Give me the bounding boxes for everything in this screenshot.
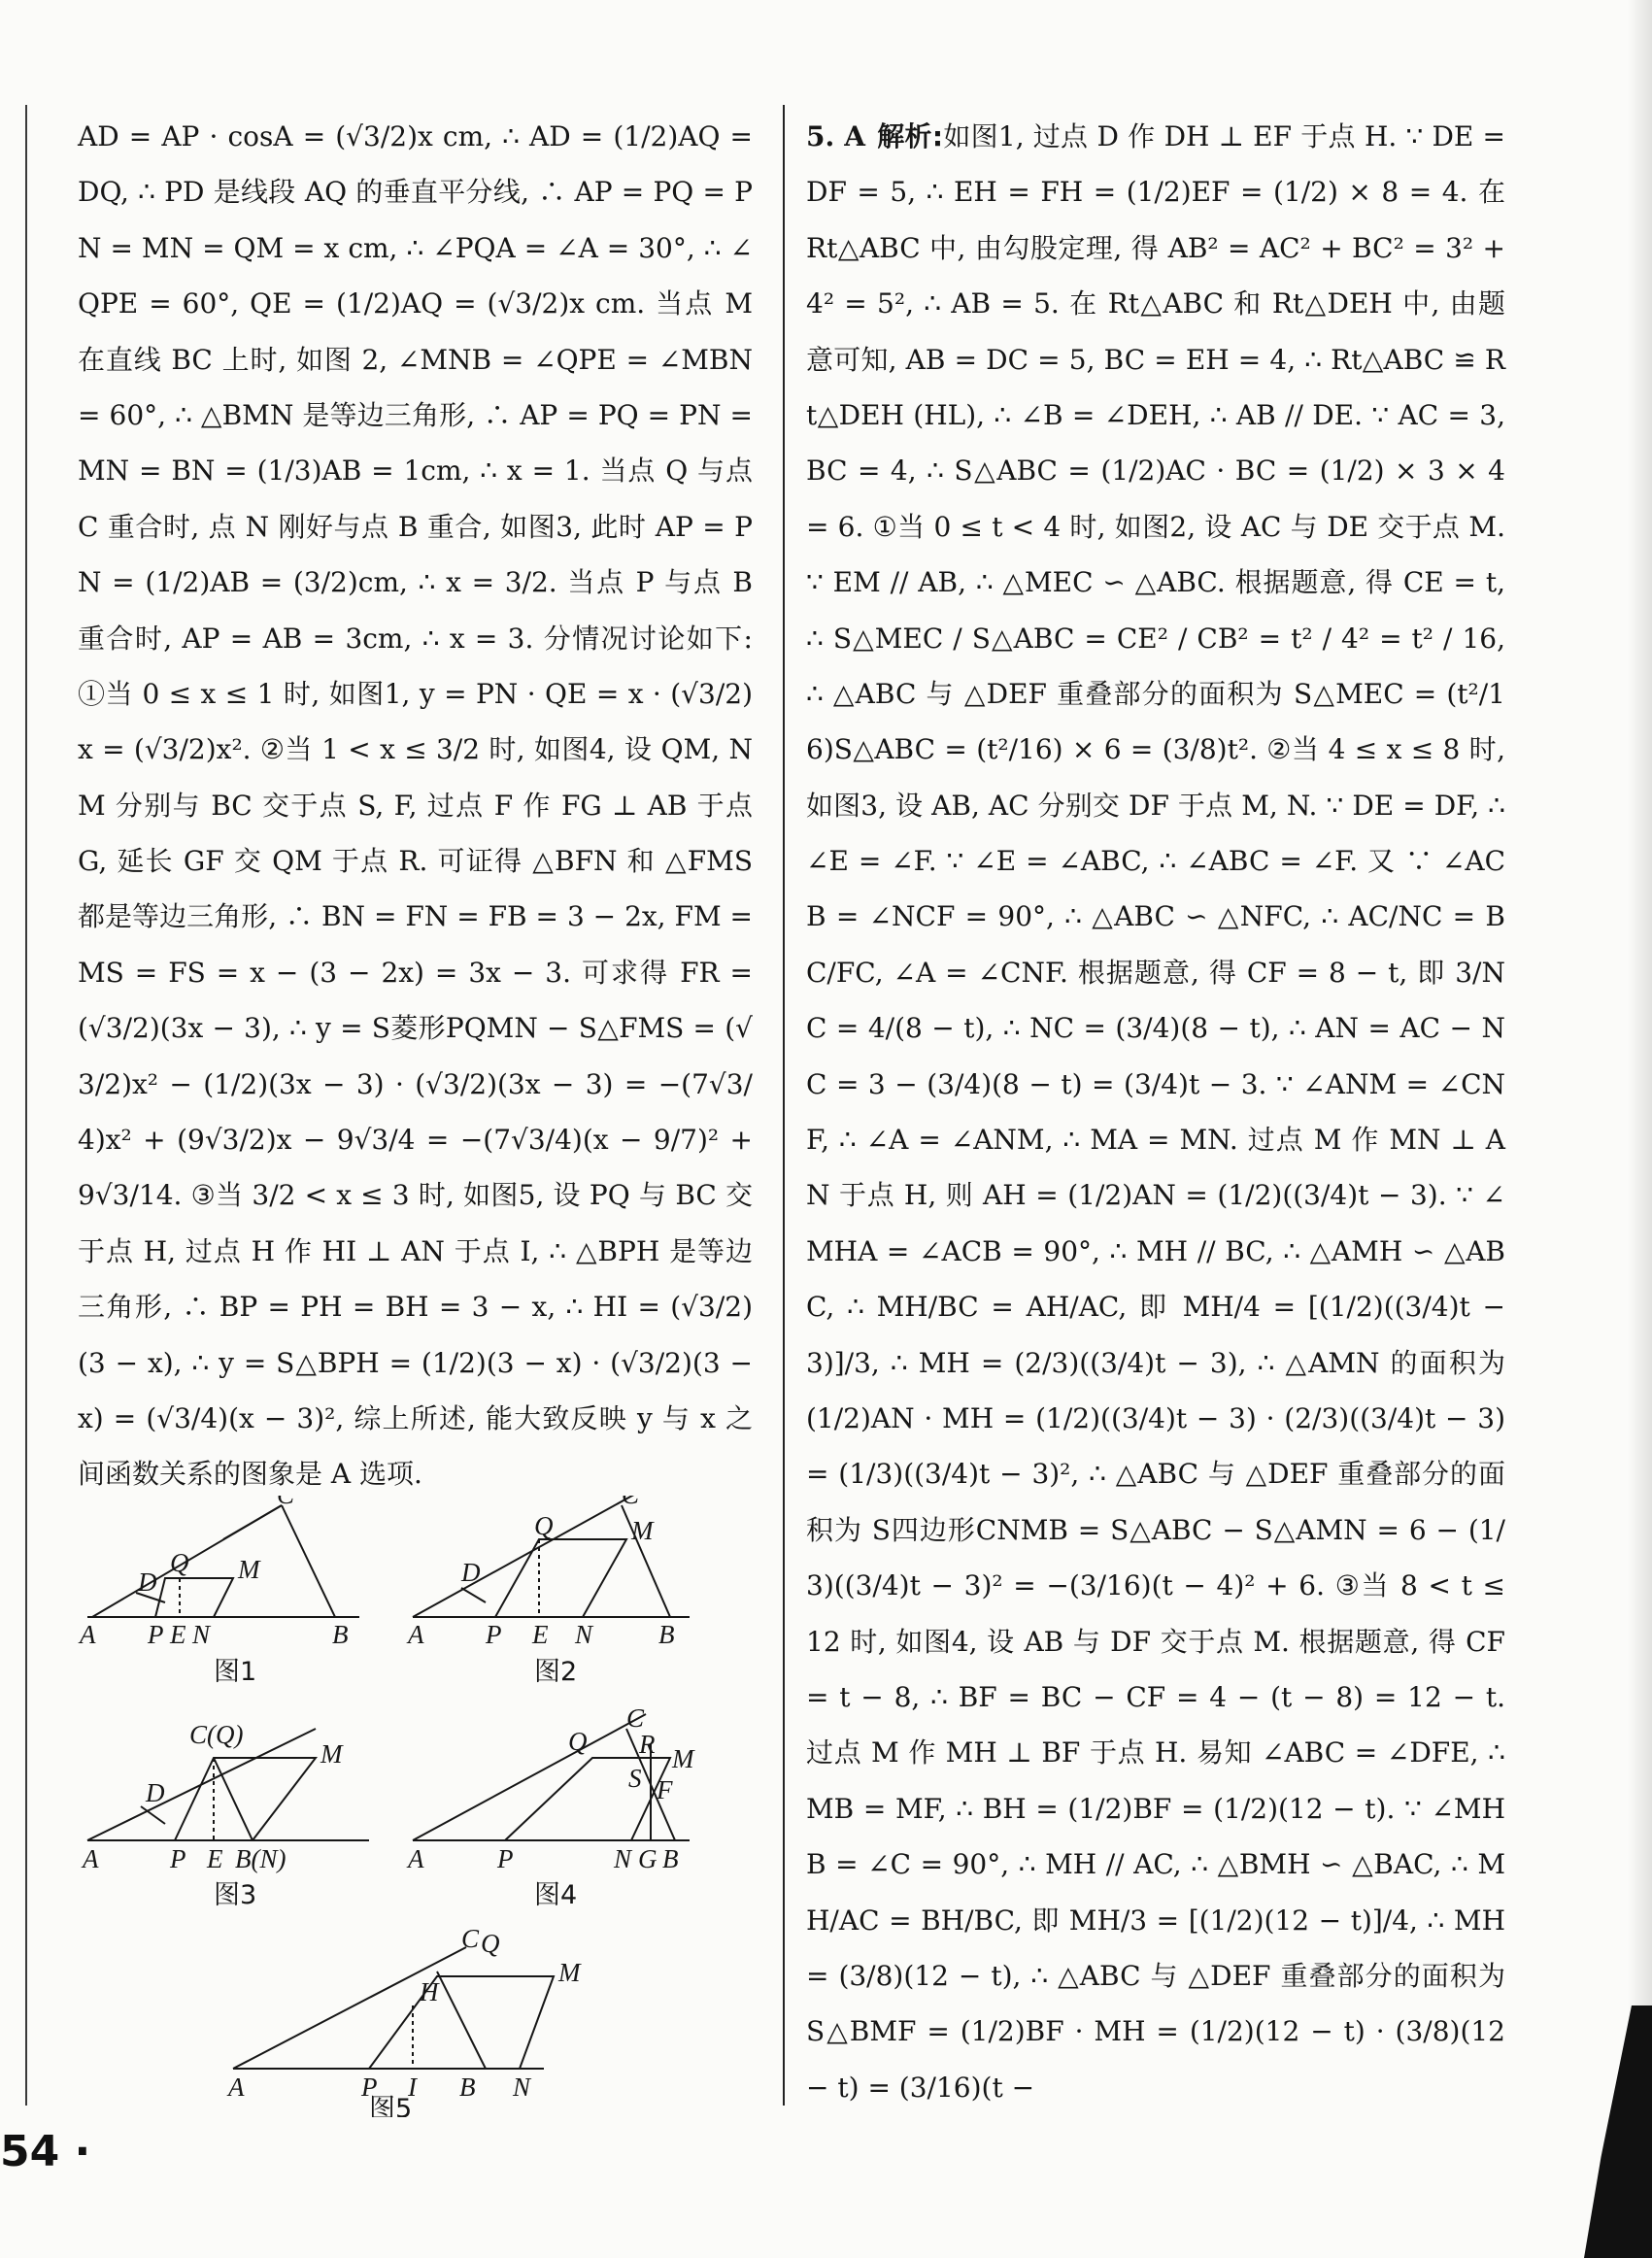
geometry-figures bbox=[78, 1496, 758, 2117]
label-q: Q bbox=[170, 1548, 189, 1577]
left-column bbox=[78, 109, 753, 1502]
label-q: Q bbox=[568, 1727, 588, 1756]
label-s: S bbox=[628, 1764, 642, 1793]
caption-fig1: 图1 bbox=[214, 1657, 257, 1687]
analysis-label: 解析: bbox=[876, 120, 944, 152]
label-p: P bbox=[361, 2073, 378, 2102]
caption-fig2: 图2 bbox=[534, 1657, 578, 1687]
label-d: D bbox=[461, 1558, 481, 1587]
label-b: B bbox=[662, 1844, 679, 1873]
figure-2-labels bbox=[406, 1496, 675, 1687]
label-c bbox=[622, 1496, 640, 1509]
label-a: A bbox=[408, 1844, 424, 1873]
label-m: M bbox=[238, 1555, 260, 1584]
label-r: R bbox=[639, 1730, 656, 1759]
caption-fig5: 图5 bbox=[369, 2094, 413, 2117]
label-d: D bbox=[146, 1778, 165, 1807]
label-b-n: B(N) bbox=[235, 1844, 287, 1873]
label-n: N bbox=[513, 2073, 531, 2102]
label-c bbox=[277, 1496, 295, 1509]
label-d: D bbox=[138, 1567, 157, 1597]
page-edge-shadow bbox=[1627, 0, 1652, 2258]
caption-fig3: 图3 bbox=[214, 1880, 257, 1910]
question-number: 5. A bbox=[806, 120, 865, 152]
label-e: E bbox=[170, 1620, 186, 1649]
question-5-solution bbox=[806, 109, 1505, 2115]
label-e: E bbox=[207, 1844, 223, 1873]
figure-3-labels bbox=[81, 1720, 344, 1910]
label-m: M bbox=[320, 1739, 343, 1769]
label-f: F bbox=[657, 1775, 673, 1804]
label-m: M bbox=[672, 1744, 694, 1773]
label-p: P bbox=[486, 1620, 502, 1649]
label-g: G bbox=[638, 1844, 657, 1873]
left-binding-rule bbox=[25, 105, 27, 2106]
label-b: B bbox=[459, 2073, 476, 2102]
label-a: A bbox=[83, 1844, 99, 1873]
page-number: 54 · bbox=[0, 2127, 91, 2176]
label-m: M bbox=[631, 1516, 654, 1545]
label-e: E bbox=[532, 1620, 549, 1649]
label-b: B bbox=[332, 1620, 349, 1649]
label-h: H bbox=[420, 1977, 439, 2006]
right-column bbox=[806, 109, 1505, 2115]
page-torn-edge bbox=[1584, 2005, 1652, 2258]
figure-4-labels bbox=[406, 1703, 695, 1910]
label-p: P bbox=[497, 1844, 514, 1873]
label-n: N bbox=[192, 1620, 211, 1649]
label-a: A bbox=[408, 1620, 424, 1649]
label-a: A bbox=[228, 2073, 245, 2102]
label-a: A bbox=[80, 1620, 96, 1649]
label-q: Q bbox=[481, 1929, 500, 1958]
label-q: Q bbox=[534, 1511, 554, 1540]
figure-1 bbox=[87, 1505, 359, 1617]
label-m: M bbox=[558, 1958, 581, 1987]
column-divider bbox=[783, 105, 785, 2106]
label-c: C bbox=[626, 1703, 645, 1733]
question-5-text: 如图1, 过点 D 作 DH ⊥ EF 于点 H. ∵ DE = DF = 5, ∴ EH = FH = (1/2)EF = (1/2) × 8 = 4. 在 Rt△ABC 中, 由勾股定理, 得 AB² = AC² + BC² = 3² + 4² = 5², ∴ AB = 5. 在 Rt△ABC 和 Rt△DEH 中, 由题意可知, AB = DC = 5, BC = EH = 4, ∴ Rt△ABC ≌ Rt△DEH (HL), ∴ ∠B = ∠DEH, ∴ AB // DE. ∵ AC = 3, BC = 4, ∴ S△ABC = (1/2)AC · BC = (1/2) × 3 × 4 = 6. ①当 0 ≤ t < 4 时, 如图2, 设 AC 与 DE 交于点 M. ∵ EM // AB, ∴ △MEC ∽ △ABC. 根据题意, 得 CE = t, ∴ S△MEC / S△ABC = CE² / CB² = t² / 4² = t² / 16, ∴ △ABC 与 △DEF 重叠部分的面积为 S△MEC = (t²/16)S△ABC = (t²/16) × 6 = (3/8)t². ②当 4 ≤ x ≤ 8 时, 如图3, 设 AB, AC 分别交 DF 于点 M, N. ∵ DE = DF, ∴ ∠E = ∠F. ∵ ∠E = ∠ABC, ∴ ∠ABC = ∠F. 又 ∵ ∠ACB = ∠NCF = 90°, ∴ △ABC ∽ △NFC, ∴ AC/NC = BC/FC, ∠A = ∠CNF. 根据题意, 得 CF = 8 − t, 即 3/NC = 4/(8 − t), ∴ NC = (3/4)(8 − t), ∴ AN = AC − NC = 3 − (3/4)(8 − t) = (3/4)t − 3. ∵ ∠ANM = ∠CNF, ∴ ∠A = ∠ANM, ∴ MA = MN. 过点 M 作 MN ⊥ AN 于点 H, 则 AH = (1/2)AN = (1/2)((3/4)t − 3). ∵ ∠MHA = ∠ACB = 90°, ∴ MH // BC, ∴ △AMH ∽ △ABC, ∴ MH/BC = AH/AC, 即 MH/4 = [(1/2)((3/4)t − 3)]/3, ∴ MH = (2/3)((3/4)t − 3), ∴ △AMN 的面积为 (1/2)AN · MH = (1/2)((3/4)t − 3) · (2/3)((3/4)t − 3) = (1/3)((3/4)t − 3)², ∴ △ABC 与 △DEF 重叠部分的面积为 S四边形CNMB = S△ABC − S△AMN = 6 − (1/3)((3/4)t − 3)² = −(3/16)(t − 4)² + 6. ③当 8 < t ≤ 12 时, 如图4, 设 AB 与 DF 交于点 M. 根据题意, 得 CF = t − 8, ∴ BF = BC − CF = 4 − (t − 8) = 12 − t. 过点 M 作 MH ⊥ BF 于点 H. 易知 ∠ABC = ∠DFE, ∴ MB = MF, ∴ BH = (1/2)BF = (1/2)(12 − t). ∵ ∠MHB = ∠C = 90°, ∴ MH // AC, ∴ △BMH ∽ △BAC, ∴ MH/AC = BH/BC, 即 MH/3 = [(1/2)(12 − t)]/4, ∴ MH = (3/8)(12 − t), ∴ △ABC 与 △DEF 重叠部分的面积为 S△BMF = (1/2)BF · MH = (1/2)(12 − t) · (3/8)(12 − t) = (3/16)(t − bbox=[806, 120, 1505, 2104]
left-solution-text: AD = AP · cosA = (√3/2)x cm, ∴ AD = (1/2)AQ = DQ, ∴ PD 是线段 AQ 的垂直平分线, ∴ AP = PQ = PN = MN = QM = x cm, ∴ ∠PQA = ∠A = 30°, ∴ ∠QPE = 60°, QE = (1/2)AQ = (√3/2)x cm. 当点 M 在直线 BC 上时, 如图 2, ∠MNB = ∠QPE = ∠MBN = 60°, ∴ △BMN 是等边三角形, ∴ AP = PQ = PN = MN = BN = (1/3)AB = 1cm, ∴ x = 1. 当点 Q 与点 C 重合时, 点 N 刚好与点 B 重合, 如图3, 此时 AP = PN = (1/2)AB = (3/2)cm, ∴ x = 3/2. 当点 P 与点 B 重合时, AP = AB = 3cm, ∴ x = 3. 分情况讨论如下: ①当 0 ≤ x ≤ 1 时, 如图1, y = PN · QE = x · (√3/2)x = (√3/2)x². ②当 1 < x ≤ 3/2 时, 如图4, 设 QM, NM 分别与 BC 交于点 S, F, 过点 F 作 FG ⊥ AB 于点 G, 延长 GF 交 QM 于点 R. 可证得 △BFN 和 △FMS 都是等边三角形, ∴ BN = FN = FB = 3 − 2x, FM = MS = FS = x − (3 − 2x) = 3x − 3. 可求得 FR = (√3/2)(3x − 3), ∴ y = S菱形PQMN − S△FMS = (√3/2)x² − (1/2)(3x − 3) · (√3/2)(3x − 3) = −(7√3/4)x² + (9√3/2)x − 9√3/4 = −(7√3/4)(x − 9/7)² + 9√3/14. ③当 3/2 < x ≤ 3 时, 如图5, 设 PQ 与 BC 交于点 H, 过点 H 作 HI ⊥ AN 于点 I, ∴ △BPH 是等边三角形, ∴ BP = PH = BH = 3 − x, ∴ HI = (√3/2)(3 − x), ∴ y = S△BPH = (1/2)(3 − x) · (√3/2)(3 − x) = (√3/4)(x − 3)², 综上所述, 能大致反映 y 与 x 之间函数关系的图象是 A 选项. bbox=[78, 120, 753, 1491]
label-c: C bbox=[461, 1924, 480, 1953]
label-n: N bbox=[614, 1844, 632, 1873]
figures-svg bbox=[78, 1496, 758, 2117]
figure-5 bbox=[233, 1947, 554, 2069]
label-p: P bbox=[148, 1620, 164, 1649]
caption-fig4: 图4 bbox=[534, 1880, 578, 1910]
figure-1-labels bbox=[78, 1496, 349, 1687]
label-i: I bbox=[408, 2073, 417, 2102]
label-p: P bbox=[170, 1844, 186, 1873]
label-n: N bbox=[575, 1620, 593, 1649]
label-b: B bbox=[658, 1620, 675, 1649]
label-c-q: C(Q) bbox=[189, 1720, 244, 1749]
